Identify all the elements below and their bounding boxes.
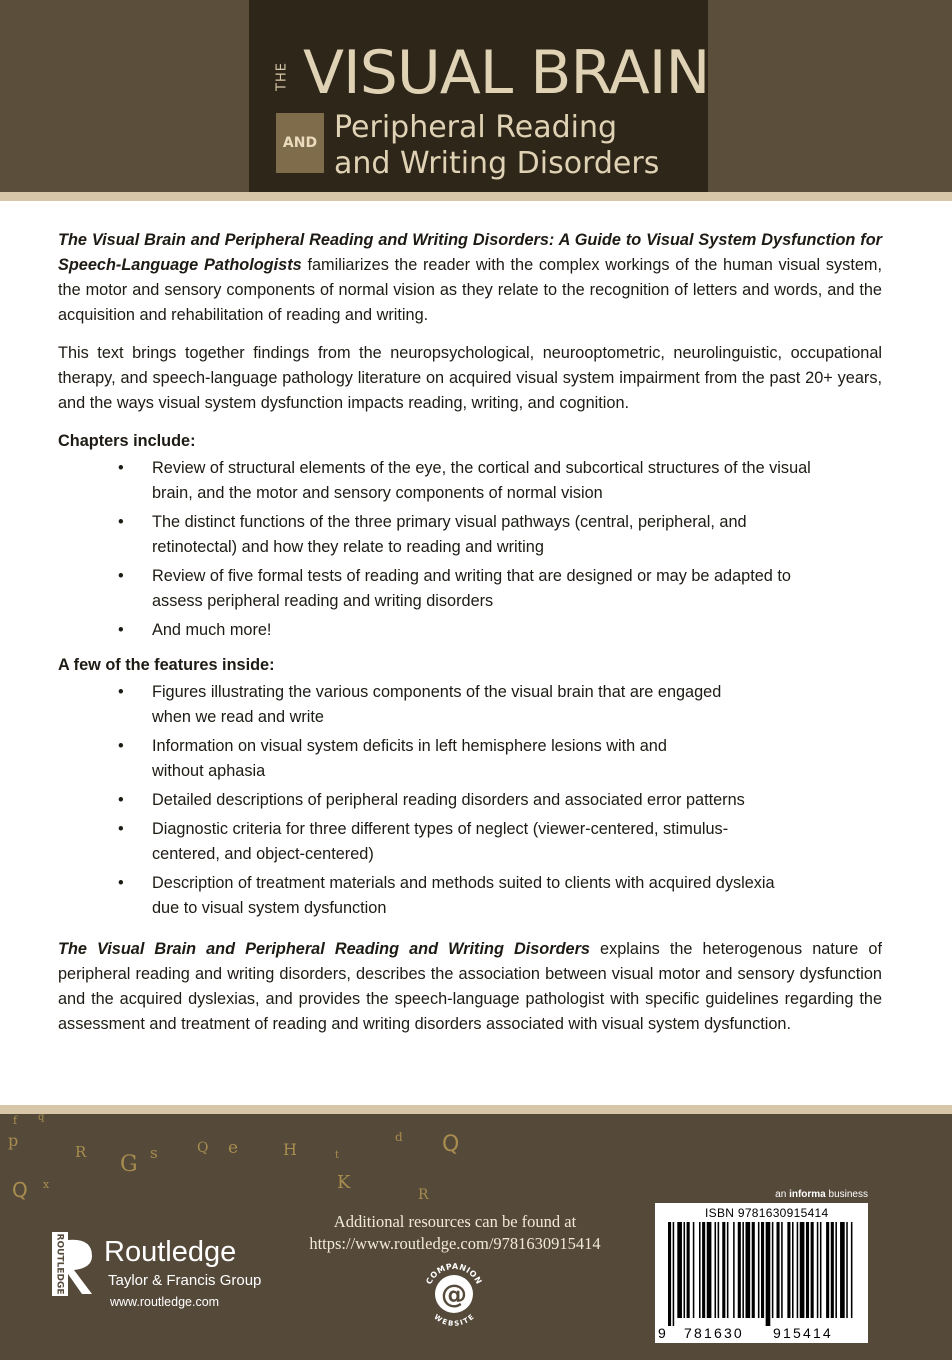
features-heading: A few of the features inside: (58, 656, 275, 674)
barcode-bar (800, 1222, 805, 1318)
closing-title: The Visual Brain and Peripheral Reading and Writing Disorders (58, 940, 590, 958)
top-accent-stripe (0, 192, 952, 201)
chapter-item: • The distinct functions of the three primary visual pathways (central, peripheral, and retinotectal) and how they relate to reading and writing (58, 510, 832, 560)
decor-letter: x (43, 1178, 50, 1191)
barcode-bar (758, 1222, 760, 1318)
barcode-bar (718, 1222, 720, 1318)
decor-letter: Q (442, 1132, 460, 1157)
publisher-website[interactable]: www.routledge.com (110, 1295, 220, 1309)
barcode-bar (707, 1222, 712, 1318)
decor-letter: e (228, 1138, 239, 1158)
informa-suffix: business (825, 1189, 868, 1200)
publisher-group: Taylor & Francis Group (108, 1272, 262, 1289)
barcode-bar (677, 1222, 682, 1318)
informa-business (760, 1189, 868, 1201)
barcode-bar (727, 1222, 729, 1318)
barcode-bar (835, 1222, 837, 1318)
companion-website-icon (419, 1257, 489, 1327)
barcode-bar (702, 1222, 705, 1318)
bottom-accent-stripe (0, 1105, 952, 1114)
barcode-bar (820, 1222, 822, 1318)
logo-vertical-text: ROUTLEDGE (54, 1233, 65, 1295)
barcode-bar (746, 1222, 751, 1318)
intro-title: The Visual Brain and Peripheral Reading and Writing Disorders: A Guide to Visual System Dysfunction for Speech-Language Pathologists (58, 231, 882, 274)
chapter-item: • Review of five formal tests of reading and writing that are designed or may be adapted to assess peripheral reading and writing disorders (58, 564, 832, 614)
barcode-bar (673, 1222, 675, 1326)
subtitle-line-1: Peripheral Reading (334, 110, 618, 145)
features-list (58, 680, 882, 921)
additional-resources (290, 1211, 620, 1255)
decor-letter: Q (12, 1178, 28, 1202)
barcode-bar (733, 1222, 735, 1318)
title-subtitle (334, 110, 659, 182)
decor-letter: Q (197, 1140, 209, 1156)
barcode-bar (777, 1222, 780, 1318)
title-and-badge: AND (276, 113, 324, 173)
barcode-bar (811, 1222, 814, 1318)
companion-label-top: COMPANION (424, 1261, 484, 1286)
barcode-bar (668, 1222, 671, 1326)
subtitle-line-2: and Writing Disorders (334, 146, 660, 181)
decor-letter: K (337, 1172, 351, 1193)
barcode-bar (781, 1222, 783, 1318)
barcode-bar (840, 1222, 845, 1318)
barcode-bar (806, 1222, 809, 1318)
barcode-bar (738, 1222, 741, 1318)
feature-item: • Figures illustrating the various components of the visual brain that are engaged when we read and write (58, 680, 732, 730)
barcode-bar (699, 1222, 701, 1318)
feature-item: • Information on visual system deficits in left hemisphere lesions with and without aphasia (58, 734, 712, 784)
barcode-bar (826, 1222, 829, 1318)
intro-rest: familiarizes the reader with the complex workings of the human visual system, the motor and sensory components of normal vision as they relate to the recognition of letters and words, and the acquisition and rehabilitation of reading and writing. (58, 256, 883, 324)
barcode-bar (846, 1222, 848, 1318)
resources-url[interactable]: https://www.routledge.com/9781630915414 (309, 1234, 601, 1253)
barcode-bar (693, 1222, 695, 1318)
decor-letter: t (335, 1150, 340, 1161)
barcode-bar (787, 1222, 790, 1318)
intro-paragraph (58, 228, 882, 328)
decor-letter: p (8, 1131, 19, 1150)
feature-item: • Description of treatment materials and methods suited to clients with acquired dyslexia due to visual system dysfunction (58, 871, 802, 921)
barcode-digit-prefix: 9 (658, 1325, 668, 1341)
feature-item: • Diagnostic criteria for three different types of neglect (viewer-centered, stimulus-centered, and object-centered) (58, 817, 752, 867)
barcode-bar (797, 1222, 799, 1318)
companion-label-bottom: WEBSITE (432, 1312, 476, 1327)
companion-at-sign: @ (441, 1280, 467, 1310)
closing-rest: explains the heterogenous nature of peripheral reading and writing disorders, describes the association between visual motor and sensory dysfunction and the acquired dyslexias, and provides the speech-language pathologist with specific guidelines regarding the assessment and treatment of reading and writing disorders associated with visual system dysfunction. (58, 940, 883, 1033)
publisher-name: Routledge (104, 1236, 237, 1268)
barcode-bar (772, 1222, 774, 1318)
decor-letter: d (395, 1130, 403, 1144)
informa-prefix: an (775, 1189, 790, 1200)
chapter-item: • Review of structural elements of the eye, the cortical and subcortical structures of the visual brain, and the motor and sensory components of normal vision (58, 456, 832, 506)
barcode-bar (851, 1222, 853, 1318)
chapter-item: • And much more! (58, 618, 832, 643)
barcode-bar (722, 1222, 725, 1318)
back-cover-text (58, 228, 882, 1050)
barcode-bar (684, 1222, 686, 1318)
title-main: VISUAL BRAIN (303, 38, 710, 108)
svg-text:WEBSITE (432, 1313, 475, 1327)
chapters-heading: Chapters include: (58, 432, 196, 450)
chapters-list (58, 456, 882, 643)
paragraph-literature: This text brings together findings from the neuropsychological, neurooptometric, neurolinguistic, occupational therapy, and speech-language pathology literature on acquired visual system impairment from the past 20+ years, and the ways visual system dysfunction impacts reading, writing, and cognition. (58, 344, 882, 412)
routledge-logo-icon (52, 1232, 96, 1296)
barcode-bar (752, 1222, 755, 1318)
barcode-bar (792, 1222, 794, 1318)
decor-letter: G (120, 1152, 138, 1177)
barcode-bar (766, 1222, 771, 1326)
decor-letter: R (418, 1187, 429, 1203)
barcode-bar (761, 1222, 764, 1318)
informa-bold: informa (789, 1189, 826, 1200)
barcode-bar (831, 1222, 834, 1318)
barcode-bar (715, 1222, 717, 1318)
isbn-text: ISBN 9781630915414 (705, 1206, 829, 1220)
decor-letter: f (13, 1114, 18, 1127)
feature-item: • Detailed descriptions of peripheral reading disorders and associated error patterns (58, 788, 872, 813)
resources-text: Additional resources can be found at (333, 1212, 577, 1231)
barcode (668, 1222, 854, 1326)
barcode-digits-left: 781630 (684, 1325, 744, 1341)
barcode-bar (742, 1222, 744, 1318)
closing-paragraph (58, 937, 882, 1037)
decor-letter: H (283, 1140, 297, 1159)
decor-letter: s (150, 1144, 158, 1162)
decor-letter: q (38, 1112, 45, 1123)
barcode-digits-right: 915414 (773, 1325, 833, 1341)
title-the: THE (274, 62, 290, 92)
barcode-bar (817, 1222, 819, 1318)
decor-letter: R (75, 1143, 87, 1161)
barcode-bar (687, 1222, 690, 1318)
